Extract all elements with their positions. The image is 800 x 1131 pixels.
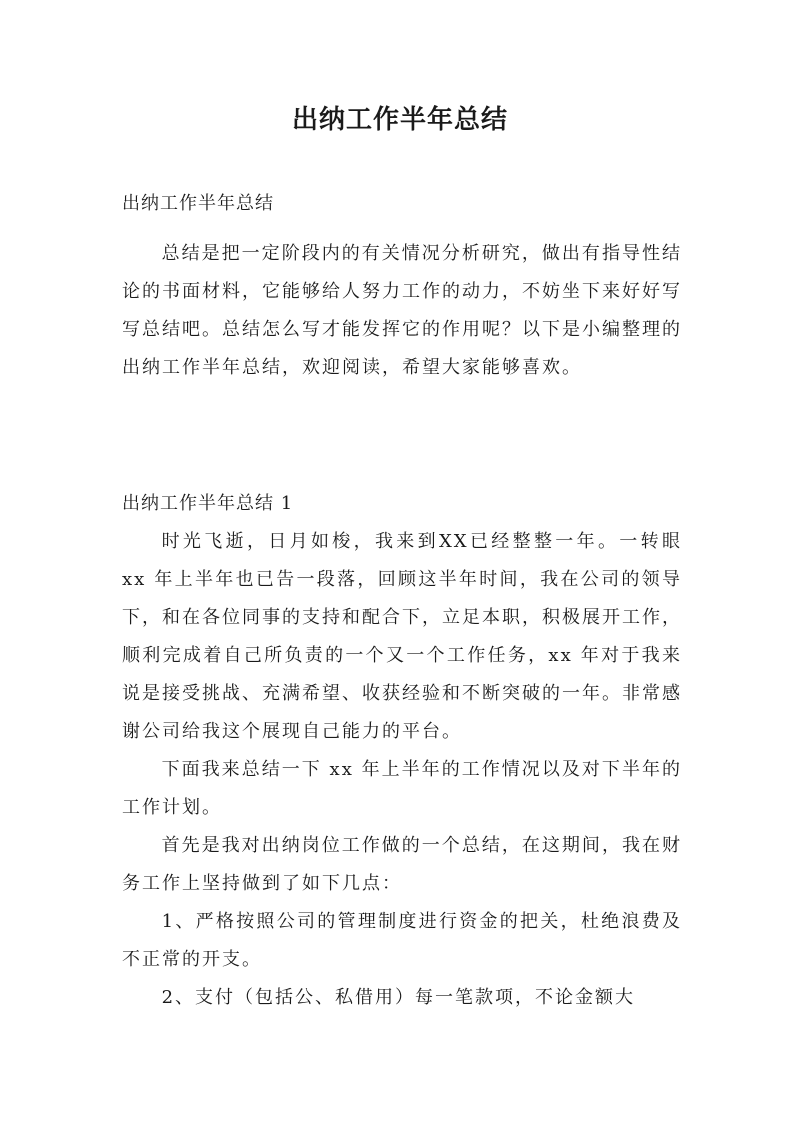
body-paragraph-4: 1、严格按照公司的管理制度进行资金的把关，杜绝浪费及不正常的开支。 — [122, 911, 682, 970]
intro-section — [122, 235, 682, 387]
body-paragraph-3: 首先是我对出纳岗位工作做的一个总结，在这期间，我在财务工作上坚持做到了如下几点： — [122, 835, 682, 894]
section-heading: 出纳工作半年总结 1 — [122, 493, 294, 514]
document-title: 出纳工作半年总结 — [291, 105, 508, 135]
body-paragraph-5: 2、支付（包括公、私借用）每一笔款项，不论金额大 — [161, 987, 636, 1008]
intro-paragraph: 总结是把一定阶段内的有关情况分析研究，做出有指导性结论的书面材料，它能够给人努力工作的动力，不妨坐下来好好写写总结吧。总结怎么写才能发挥它的作用呢？以下是小编整理的出纳工作半年总结，欢迎阅读，希望大家能够喜欢。 — [122, 243, 682, 378]
section-body — [122, 523, 682, 1017]
body-paragraph-1: 时光飞逝，日月如梭，我来到XX已经整整一年。一转眼 xx 年上半年也已告一段落，回顾这半年时间，我在公司的领导下，和在各位同事的支持和配合下，立足本职，积极展开工作，顺利完成着自己所负责的一个又一个工作任务，xx 年对于我来说是接受挑战、充满希望、收获经验和不断突破的一年。非常感谢公司给我这个展现自己能力的平台。 — [122, 531, 682, 742]
body-paragraph-2: 下面我来总结一下 xx 年上半年的工作情况以及对下半年的工作计划。 — [122, 759, 682, 818]
document-subtitle: 出纳工作半年总结 — [122, 193, 274, 214]
